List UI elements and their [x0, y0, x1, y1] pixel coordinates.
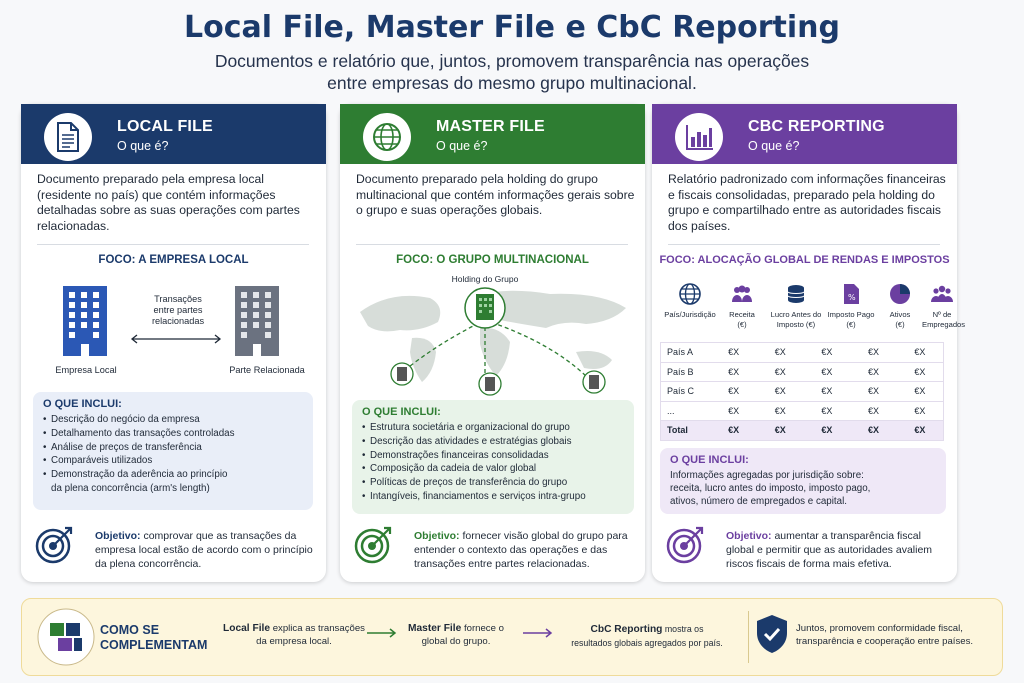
- people-icon: [730, 282, 754, 306]
- table-cell: €X: [868, 386, 880, 397]
- list-item: • Políticas de preços de transferência do grupo: [362, 476, 624, 490]
- divider: [37, 244, 309, 245]
- complement-title: COMO SE COMPLEMENTAM: [100, 623, 208, 652]
- table-cell: €X: [821, 425, 833, 436]
- cbc-column-label: (€): [895, 319, 905, 329]
- building-icon-subsidiary: [479, 373, 501, 395]
- table-cell: €X: [821, 405, 833, 416]
- table-cell: €X: [774, 366, 786, 377]
- includes-heading: O QUE INCLUI:: [362, 406, 441, 418]
- table-row: [661, 362, 944, 382]
- list-item: • Intangíveis, financiamentos e serviços intra-grupo: [362, 490, 624, 504]
- step-local-file: Local File explica as transações da empresa local.: [223, 623, 365, 647]
- arrow-right-icon: [366, 627, 398, 639]
- local-file-question: O que é?: [117, 139, 169, 153]
- cbc-column-header: [660, 282, 720, 320]
- cbc-reporting-description: Relatório padronizado com informações financeiras e fiscais consolidadas, preparado pela holding do grupo e compartilhado entre as autoridades fiscais dos países.: [668, 172, 946, 233]
- complement-banner: [21, 598, 1003, 676]
- local-file-description: Documento preparado pela empresa local (residente no país) que contém informações detalhadas sobre as suas operações com partes relacionadas.: [37, 172, 300, 233]
- table-cell: €X: [914, 347, 926, 358]
- cbc-column-label: Imposto (€): [776, 319, 816, 329]
- master-file-question: O que é?: [436, 139, 488, 153]
- divider: [748, 611, 749, 663]
- objective-label: Objetivo:: [95, 530, 141, 542]
- page-title: Local File, Master File e CbC Reporting: [184, 10, 840, 45]
- table-cell: País C: [667, 386, 695, 397]
- list-item: • Descrição das atividades e estratégias globais: [362, 435, 624, 449]
- table-cell: Total: [667, 425, 688, 436]
- table-cell: €X: [821, 366, 833, 377]
- table-cell: €X: [821, 347, 833, 358]
- table-cell: €X: [868, 347, 880, 358]
- table-row: [661, 421, 944, 441]
- cbc-reporting-header: [652, 104, 957, 164]
- list-item: • Composição da cadeia de valor global: [362, 462, 624, 476]
- table-cell: País B: [667, 366, 694, 377]
- cbc-column-label: Imposto Pago: [827, 310, 875, 319]
- world-map-diagram: [350, 272, 635, 400]
- master-includes-box: [352, 400, 634, 514]
- includes-heading: O QUE INCLUI:: [670, 454, 749, 466]
- table-cell: €X: [728, 347, 740, 358]
- table-cell: ...: [667, 405, 675, 416]
- puzzle-icon: [36, 607, 96, 667]
- list-item: • Descrição do negócio da empresa: [43, 413, 303, 427]
- includes-text-line: Informações agregadas por jurisdição sobre:: [670, 470, 864, 481]
- table-cell: €X: [774, 347, 786, 358]
- target-icon: [666, 524, 706, 564]
- globe-icon: [678, 282, 702, 306]
- local-file-header: [21, 104, 326, 164]
- includes-text-line: ativos, número de empregados e capital.: [670, 496, 847, 507]
- list-item: • Demonstrações financeiras consolidadas: [362, 449, 624, 463]
- table-row: [661, 382, 944, 402]
- list-item: • Comparáveis utilizados: [43, 454, 303, 468]
- transactions-label: Transações entre partes relacionadas: [151, 294, 205, 326]
- table-cell: €X: [728, 366, 740, 377]
- cbc-column-header: [718, 282, 766, 329]
- list-item: • Detalhamento das transações controladas: [43, 427, 303, 441]
- table-cell: €X: [914, 366, 926, 377]
- cbc-column-label: (€): [846, 319, 856, 329]
- list-item: • Análise de preços de transferência: [43, 441, 303, 455]
- cbc-column-header: [922, 282, 966, 329]
- local-includes-list: [43, 413, 303, 496]
- table-row: [661, 401, 944, 421]
- table-cell: €X: [774, 386, 786, 397]
- cbc-column-label: País/Jurisdição: [664, 310, 716, 319]
- cbc-column-header-row: [660, 282, 966, 342]
- group-icon: [930, 282, 954, 306]
- table-cell: €X: [774, 425, 786, 436]
- table-cell: €X: [868, 405, 880, 416]
- bar-chart-icon: [675, 113, 723, 161]
- cbc-reporting-question: O que é?: [748, 139, 800, 153]
- cbc-column-header: [824, 282, 878, 329]
- table-cell: €X: [914, 386, 926, 397]
- list-item: • Demonstração da aderência ao princípio: [43, 468, 303, 482]
- local-file-focus: FOCO: A EMPRESA LOCAL: [98, 254, 249, 266]
- table-cell: €X: [774, 405, 786, 416]
- subtitle-line-1: Documentos e relatório que, juntos, promovem transparência nas operações: [214, 51, 810, 71]
- master-includes-list: [362, 421, 624, 504]
- page-subtitle: [0, 50, 1024, 94]
- divider: [356, 244, 628, 245]
- master-file-title: MASTER FILE: [436, 118, 545, 135]
- final-statement: Juntos, promovem conformidade fiscal, transparência e cooperação entre países.: [796, 623, 974, 647]
- cbc-column-header: [766, 282, 826, 329]
- list-item: • Estrutura societária e organizacional do grupo: [362, 421, 624, 435]
- objective-text: aumentar a transparência fiscal global e permitir que as autoridades avaliem riscos fiscais de forma mais efetiva.: [726, 530, 933, 570]
- cbc-column-label: Ativos: [889, 310, 911, 319]
- building-icon-subsidiary: [583, 371, 605, 393]
- svg-text:%: %: [848, 293, 856, 302]
- local-includes-box: [33, 392, 313, 510]
- list-item: da plena concorrência (arm's length): [51, 482, 210, 494]
- cbc-column-header: [878, 282, 922, 329]
- cbc-column-label: (€): [737, 319, 747, 329]
- objective-text: fornecer visão global do grupo para entender o contexto das operações e das transações entre partes relacionadas.: [414, 530, 628, 570]
- master-file-focus: FOCO: O GRUPO MULTINACIONAL: [396, 254, 589, 266]
- pie-chart-icon: [888, 282, 912, 306]
- shield-check-icon: [754, 613, 790, 655]
- related-party-label: Parte Relacionada: [229, 365, 305, 375]
- table-cell: €X: [728, 425, 740, 436]
- cbc-reporting-card: [652, 104, 966, 582]
- objective-text: comprovar que as transações da empresa local estão de acordo com o princípio da plena concorrência.: [95, 530, 313, 570]
- tax-document-icon: [839, 282, 863, 306]
- step-cbc-reporting: CbC Reporting mostra os resultados globais agregados por país.: [571, 624, 723, 648]
- master-file-description: Documento preparado pela holding do grupo multinacional que contém informações gerais sobre o grupo e suas operações globais.: [356, 172, 635, 217]
- cbc-column-label: Empregados: [922, 319, 966, 329]
- table-cell: €X: [914, 425, 926, 436]
- includes-text-line: receita, lucro antes do imposto, imposto pago,: [670, 483, 871, 494]
- cbc-includes-box: [660, 448, 946, 514]
- subtitle-line-2: entre empresas do mesmo grupo multinacional.: [327, 73, 697, 93]
- master-file-header: [340, 104, 645, 164]
- divider: [668, 244, 940, 245]
- holding-label: Holding do Grupo: [451, 274, 519, 284]
- local-company-label: Empresa Local: [55, 365, 117, 375]
- table-cell: €X: [728, 386, 740, 397]
- target-icon: [354, 524, 394, 564]
- cbc-column-label: Lucro Antes do: [770, 310, 822, 319]
- master-file-card: [340, 104, 645, 582]
- cbc-column-label: Nº de: [932, 310, 952, 319]
- document-icon: [44, 113, 92, 161]
- target-icon: [35, 524, 75, 564]
- table-cell: €X: [868, 425, 880, 436]
- local-file-title: LOCAL FILE: [117, 118, 213, 135]
- globe-icon: [363, 113, 411, 161]
- building-icon-subsidiary: [391, 363, 413, 385]
- cbc-reporting-focus: FOCO: ALOCAÇÃO GLOBAL DE RENDAS E IMPOSTOS: [659, 254, 950, 266]
- table-cell: País A: [667, 347, 694, 358]
- cbc-table: [660, 342, 944, 441]
- table-row: [661, 343, 944, 363]
- table-cell: €X: [868, 366, 880, 377]
- table-cell: €X: [821, 386, 833, 397]
- objective-label: Objetivo:: [414, 530, 460, 542]
- includes-heading: O QUE INCLUI:: [43, 398, 122, 410]
- coins-icon: [784, 282, 808, 306]
- local-file-card: [21, 104, 326, 582]
- table-cell: €X: [914, 405, 926, 416]
- cbc-column-label: Receita: [729, 310, 755, 319]
- table-cell: €X: [728, 405, 740, 416]
- step-master-file: Master File fornece o global do grupo.: [408, 623, 504, 647]
- arrow-right-icon: [522, 627, 554, 639]
- objective-label: Objetivo:: [726, 530, 772, 542]
- cbc-reporting-title: CBC REPORTING: [748, 118, 885, 135]
